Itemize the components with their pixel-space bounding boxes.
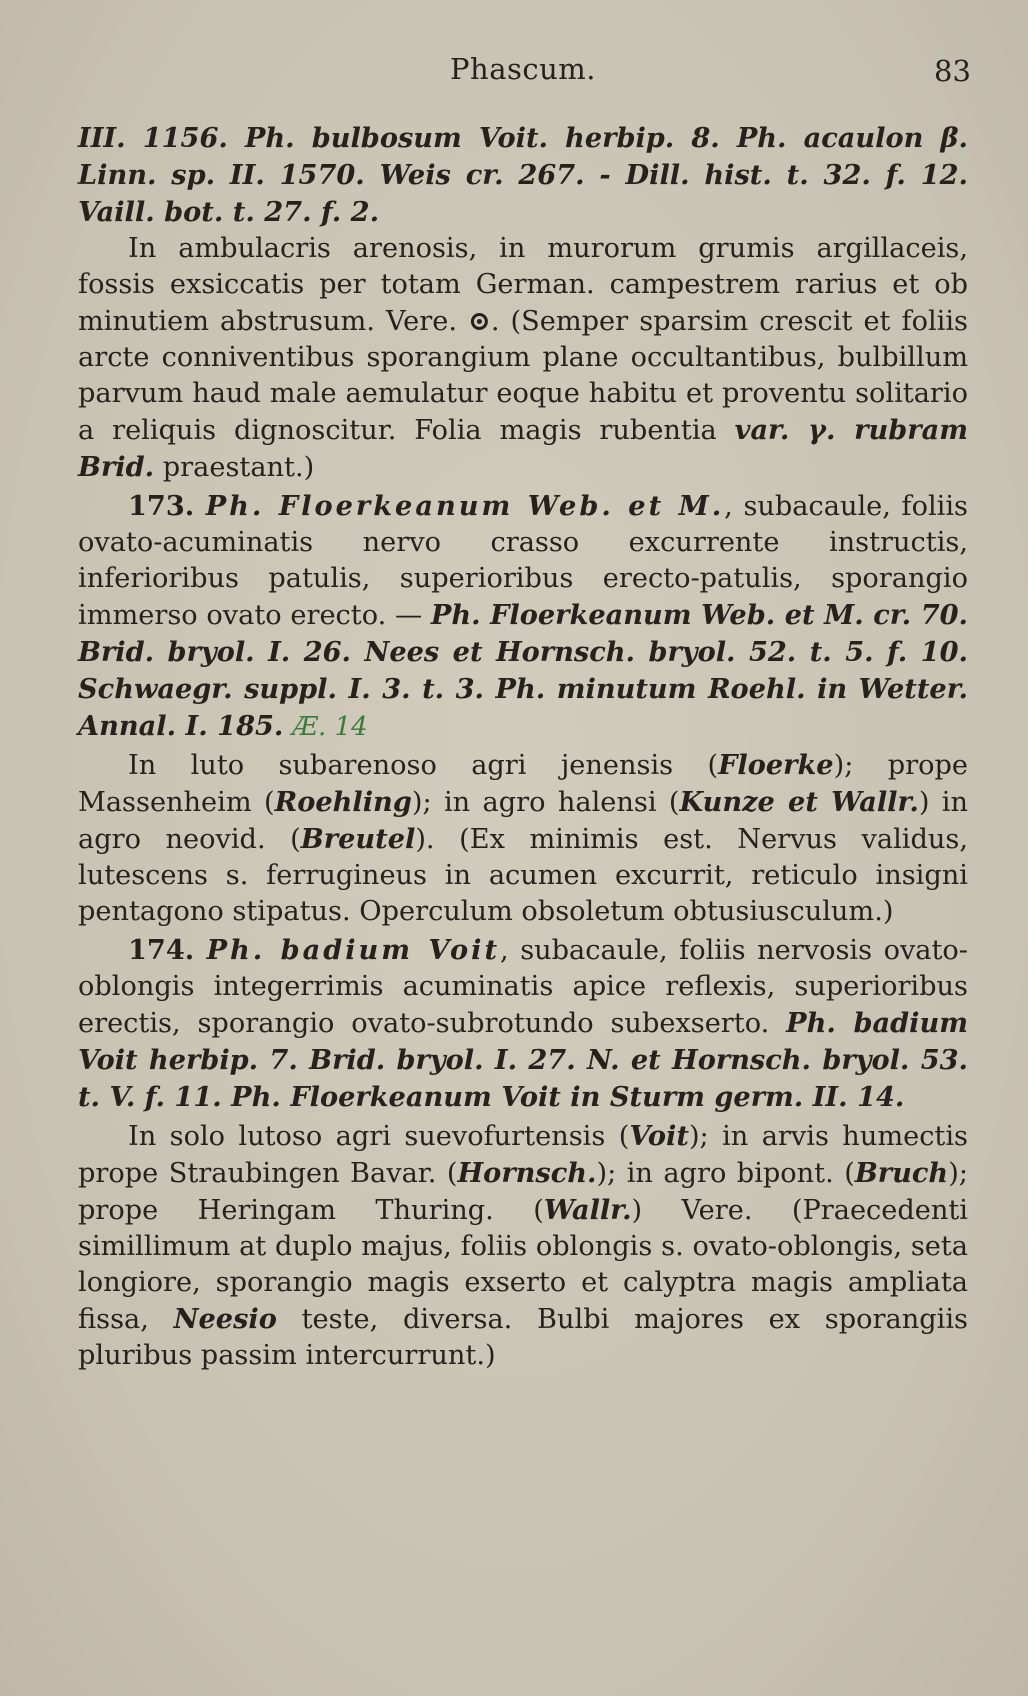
text-run: ); in agro halensi ( <box>411 787 680 818</box>
collector-name: Roehling <box>274 786 412 818</box>
text-run: ); prope Massenheim ( <box>78 750 969 818</box>
handwritten-annotation: Æ. 14 <box>292 712 368 742</box>
citation: Ph. Floerkeanum Web. et M. cr. 70. Brid. bryol. I. 26. Nees et Hornsch. bryol. 52. t. 5. f. 10. Schwaegr. suppl. I. 3. t. 3. Ph. minutum Roehl. in Wetter. Annal. I. 185. <box>78 599 968 742</box>
page-number: 83 <box>934 54 971 88</box>
text-run: teste, diversa. Bulbi majores ex sporangiis pluribus passim intercurrunt.) <box>78 1304 968 1371</box>
text-run: ); in arvis humectis prope Straubingen Bavar. ( <box>78 1121 968 1189</box>
entry-number: III. 1156. <box>78 122 245 154</box>
entry-1156-synonyms <box>78 120 968 231</box>
collector-name: Bruch <box>854 1157 949 1189</box>
text-run: In luto subarenoso agri jenensis ( <box>128 750 719 781</box>
text-run: In solo lutoso agri suevofurtensis ( <box>128 1121 630 1152</box>
entry-173-habitat <box>78 747 968 930</box>
text-run: ) in agro neovid. ( <box>78 787 968 855</box>
citation: Ph. badium Voit herbip. 7. Brid. bryol. I. 27. N. et Hornsch. bryol. 53. t. V. f. 11. Ph. Floerkeanum Voit in Sturm germ. II. 14. <box>78 1007 969 1113</box>
entry-number: 173. <box>128 490 206 522</box>
variety-reference: var. γ. rubram Brid. <box>78 414 968 483</box>
collector-name: Wallr. <box>543 1194 632 1226</box>
entry-1156-habitat <box>78 231 968 486</box>
collector-name: Hornsch. <box>457 1157 597 1189</box>
text-run: praestant.) <box>154 452 315 483</box>
text-run: ). (Ex minimis est. Nervus validus, lutescens s. ferrugineus in acumen excurrit, reticulo insigni pentagono stipatus. Operculum obsoletum obtusiusculum.) <box>78 824 968 927</box>
collector-name: Floerke <box>718 749 834 781</box>
running-title: Phascum. <box>450 52 596 86</box>
text-run: . (Semper sparsim crescit et foliis arcte conniventibus sporangium plane occultantibus, bulbillum parvum haud male aemulatur eoque habitu et proventu solitario a reliquis dignoscitur. Folia magis rubentia <box>78 306 969 446</box>
collector-name: Kunze et Wallr. <box>679 786 919 818</box>
entry-number: 174. <box>128 934 207 966</box>
author-name: Neesio <box>173 1303 277 1335</box>
citation: Ph. bulbosum Voit. herbip. 8. Ph. acaulon β. Linn. sp. II. 1570. Weis cr. 267. - Dill. hist. t. 32. f. 12. Vaill. bot. t. 27. f. 2. <box>78 122 968 228</box>
collector-name: Breutel <box>300 823 416 855</box>
annual-symbol: ⊙ <box>468 305 491 337</box>
species-name: Ph. badium Voit <box>206 934 501 966</box>
entry-174-description <box>78 932 968 1116</box>
page-header <box>0 52 1028 96</box>
text-run: , subacaule, foliis ovato-acuminatis nervo crasso excurrente instructis, inferioribus patulis, superioribus erecto-patulis, sporangio immerso ovato erecto. — <box>78 491 968 631</box>
collector-name: Voit <box>629 1120 689 1152</box>
page-body <box>78 120 968 1374</box>
text-run: In ambulacris arenosis, in murorum grumis argillaceis, fossis exsiccatis per totam German. campestrem rarius et ob minutiem abstrusum. Vere. <box>78 233 968 337</box>
text-run: ); prope Heringam Thuring. ( <box>78 1158 968 1226</box>
entry-174-habitat <box>78 1118 968 1374</box>
text-run: ) Vere. (Praecedenti simillimum at duplo majus, foliis oblongis s. ovato-oblongis, seta longiore, sporangio magis exserto et calyptra magis ampliata fissa, <box>78 1195 969 1335</box>
species-name: Ph. Floerkeanum Web. et M. <box>205 490 725 522</box>
text-run: , subacaule, foliis nervosis ovato-oblongis integerrimis acuminatis apice reflexis, superioribus erectis, sporangio ovato-subrotundo subexserto. <box>78 935 968 1039</box>
text-run: ); in agro bipont. ( <box>596 1158 855 1189</box>
entry-173-description <box>78 488 968 745</box>
